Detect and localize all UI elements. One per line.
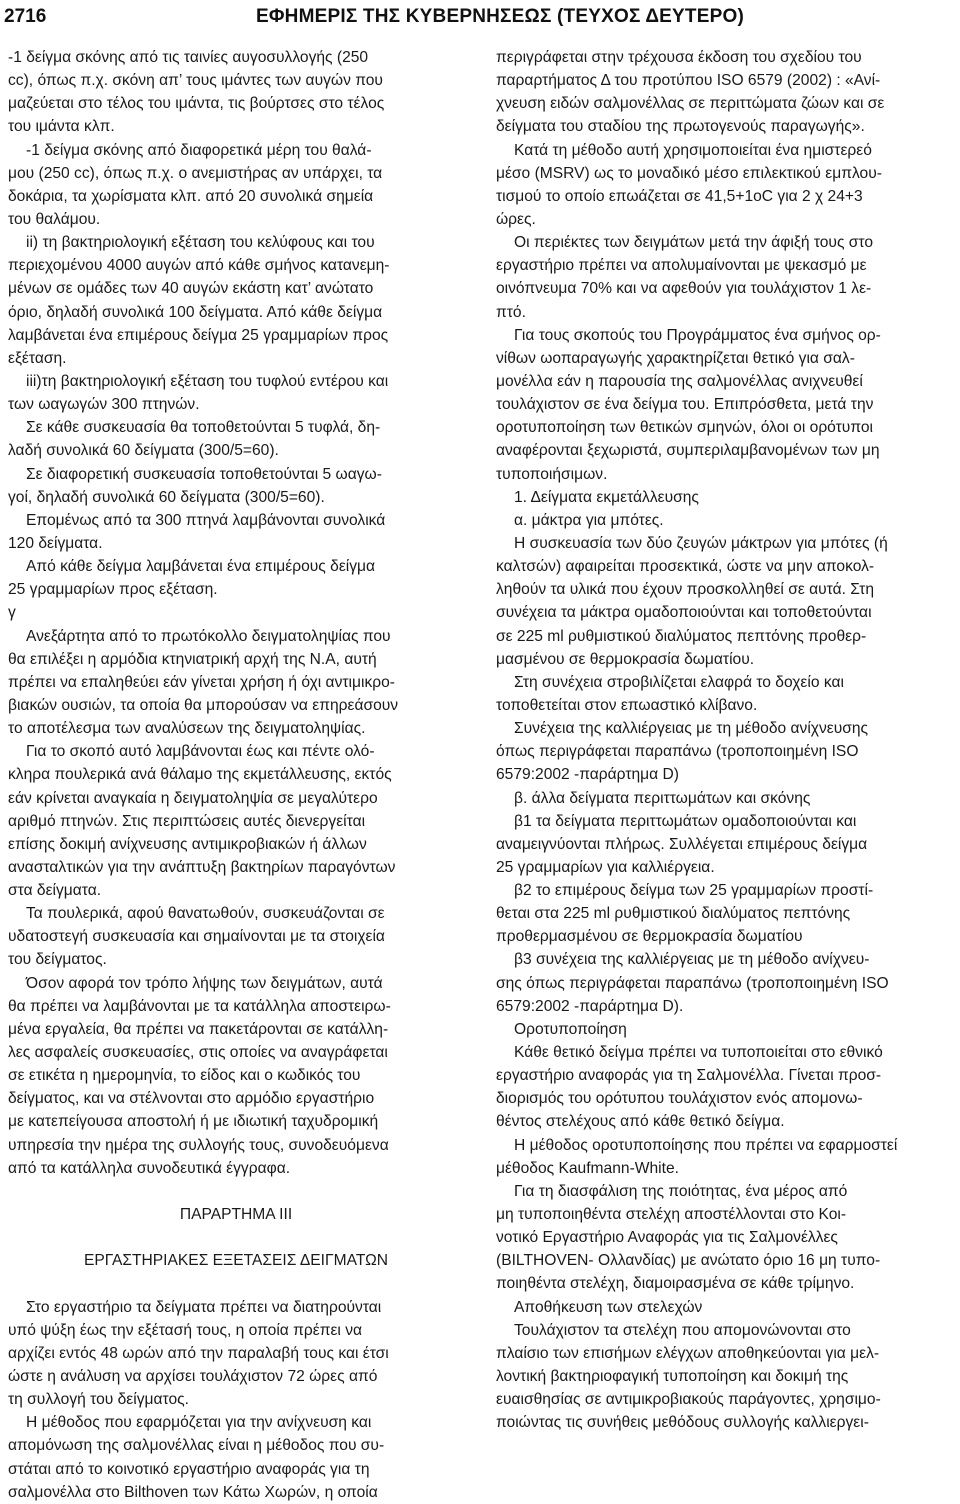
text-line: περιγράφεται στην τρέχουσα έκδοση του σχεδίου του: [496, 49, 862, 66]
text-line: του δείγματος.: [8, 951, 107, 969]
text-line: πρέπει να επαληθεύει εάν γίνεται χρήση ή όχι αντιμικρο-: [8, 673, 395, 691]
text-line: Σε κάθε συσκευασία θα τοποθετούνται 5 τυφλά, δη-: [26, 419, 381, 437]
text-line: λοντική βακτηριοφαγική τυποποίηση και δοκιμή της: [496, 1368, 849, 1386]
text-line: παραρτήματος Δ του προτύπου ISO 6579 (2002) : «Ανί-: [496, 72, 881, 90]
text-line: θα επιλέξει η αρμόδια κτηνιατρική αρχή της Ν.Α, αυτή: [8, 650, 377, 668]
text-line: εξέταση.: [8, 349, 67, 367]
text-line: θέντος στελέχους από κάθε θετικό δείγμα.: [496, 1113, 785, 1131]
text-line: θα πρέπει να λαμβάνονται με τα κατάλληλα αποστειρω-: [8, 997, 391, 1015]
text-line: στα δείγματα.: [8, 882, 102, 900]
text-line: γ: [8, 604, 16, 622]
text-line: βιακών ουσιών, τα οποία θα μπορούσαν να επηρεάσουν: [8, 696, 399, 714]
blank-line: [8, 1272, 464, 1295]
text-line: περιεχομένου 4000 αυγών από κάθε σμήνος κατανεμη-: [8, 257, 390, 275]
text-line: σε ετικέτα η ημερομηνία, το είδος και ο κωδικός του: [8, 1067, 361, 1085]
text-line: iii)τη βακτηριολογική εξέταση του τυφλού εντέρου και: [26, 372, 389, 390]
text-line: Επομένως από τα 300 πτηνά λαμβάνονται συνολικά: [26, 511, 386, 529]
text-line: 120 δείγματα.: [8, 534, 103, 552]
text-line: β. άλλα δείγματα περιττωμάτων και σκόνης: [514, 789, 811, 807]
text-line: 1. Δείγματα εκμετάλλευσης: [514, 488, 699, 506]
text-line: 6579:2002 -παράρτημα D).: [496, 997, 684, 1015]
text-line: νίθων ωοπαραγωγής χαρακτηρίζεται θετικό για σαλ-: [496, 349, 855, 367]
text-line: Σε διαφορετική συσκευασία τοποθετούνται 5 ωαγω-: [26, 465, 382, 483]
text-line: Η μέθοδος που εφαρμόζεται για την ανίχνευση και: [26, 1414, 372, 1432]
text-line: 6579:2002 -παράρτημα D): [496, 766, 679, 784]
text-line: ανασταλτικών για την ανάπτυξη βακτηρίων παραγόντων: [8, 858, 396, 876]
blank-line: [8, 1226, 464, 1249]
text-line: από τα κατάλληλα συνοδευτικά έγγραφα.: [8, 1159, 291, 1177]
text-line: τοποθετείται στον επωαστικό κλίβανο.: [496, 696, 758, 714]
text-line: χνευση ειδών σαλμονέλλας σε περιττώματα ζώων και σε: [496, 95, 885, 113]
text-line: Όσον αφορά τον τρόπο λήψης των δειγμάτων, αυτά: [26, 974, 383, 992]
text-line: 25 γραμμαρίων προς εξέταση.: [8, 581, 218, 599]
text-line: συνέχεια τα μάκτρα ομαδοποιούνται και τοποθετούνται: [496, 604, 872, 622]
text-line: λαμβάνεται ένα επιμέρους δείγμα 25 γραμμαρίων προς: [8, 326, 389, 344]
text-line: Στη συνέχεια στροβιλίζεται ελαφρά το δοχείο και: [514, 673, 844, 691]
text-line: (BILTHOVEN- Ολλανδίας) με ανώτατο όριο 16 μη τυπο-: [496, 1252, 881, 1270]
text-line: αρχίζει εντός 48 ωρών από την παραλαβή τους και έτσι: [8, 1344, 389, 1362]
text-line: όπως περιγράφεται παραπάνω (τροποποιημένη ISO: [496, 743, 859, 761]
text-line: τουλάχιστον σε ένα δείγμα του. Επιπρόσθετα, μετά την: [496, 396, 874, 414]
text-line: μαζεύεται στο τέλος του ιμάντα, τις βούρτσες στο τέλος: [8, 95, 385, 113]
text-line: μέσο (MSRV) ως το μοναδικό μέσο επιλεκτικού εμπλου-: [496, 164, 882, 182]
text-line: των ωαγωγών 300 πτηνών.: [8, 396, 200, 414]
text-line: πλαίσιο των επισήμων ελέγχων αποθηκεύονται για μελ-: [496, 1344, 880, 1362]
text-line: δοκάρια, τα χωρίσματα κλπ. από 20 συνολικά σημεία: [8, 187, 374, 205]
text-line: ΠΑΡΑΡΤΗΜΑ III: [179, 1206, 293, 1224]
text-line: Συνέχεια της καλλιέργειας με τη μέθοδο ανίχνευσης: [514, 720, 869, 738]
text-line: εργαστήριο πρέπει να απολυμαίνονται με ψεκασμό με: [496, 257, 867, 275]
text-line: ποιηθέντα στελέχη, διαμοιρασμένα σε κάθε τρίμηνο.: [496, 1275, 855, 1293]
text-line: ευαισθησίας σε αντιμικροβιακούς παράγοντες, χρησιμο-: [496, 1391, 881, 1409]
text-line: καλτσών) αφαιρείται προσεκτικά, ώστε να μην αποκολ-: [496, 558, 875, 576]
text-line: Κατά τη μέθοδο αυτή χρησιμοποιείται ένα ημιστερεό: [514, 141, 872, 159]
text-line: οροτυποποίηση των θετικών σμηνών, όλοι οι ορότυποι: [496, 419, 873, 437]
blank-line: [8, 1180, 464, 1203]
text-line: θεται στα 225 ml ρυθμιστικού διαλύματος πεπτόνης: [496, 905, 851, 923]
text-line: υπηρεσία την ημέρα της συλλογής τους, συνοδευόμενα: [8, 1136, 389, 1154]
text-line: 25 γραμμαρίων για καλλιέργεια.: [496, 858, 715, 876]
text-line: διορισμός του ορότυπου τουλάχιστον ενός απομονω-: [496, 1090, 863, 1108]
text-line: αριθμό πτηνών. Στις περιπτώσεις αυτές διενεργείται: [8, 812, 366, 830]
text-line: -1 δείγμα σκόνης από διαφορετικά μέρη του θαλά-: [26, 141, 372, 159]
text-line: Κάθε θετικό δείγμα πρέπει να τυποποιείται στο εθνικό: [514, 1044, 883, 1062]
text-line: μονέλλα εάν η παρουσία της σαλμονέλλας ανιχνευθεί: [496, 372, 863, 390]
text-line: αναφέρονται ξεχωριστά, συμπεριλαμβανομένων των μη: [496, 442, 880, 460]
text-line: Τα πουλερικά, αφού θανατωθούν, συσκευάζονται σε: [26, 905, 385, 923]
text-line: εάν κρίνεται αναγκαία η δειγματοληψία σε μεγαλύτερο: [8, 789, 378, 807]
text-line: β3 συνέχεια της καλλιέργειας με τη μέθοδο ανίχνευ-: [514, 951, 870, 969]
text-line: μου (250 cc), όπως π.χ. ο ανεμιστήρας αν υπάρχει, τα: [8, 164, 383, 182]
text-line: δείγματα του σταδίου της πρωτογενούς παραγωγής».: [496, 118, 865, 136]
text-line: Τουλάχιστον τα στελέχη που απομονώνονται στο: [514, 1321, 851, 1339]
text-line: ώρες.: [496, 210, 536, 228]
text-line: Για τους σκοπούς του Προγράμματος ένα σμήνος ορ-: [514, 326, 881, 344]
text-line: Οροτυποποίηση: [514, 1020, 627, 1038]
text-line: οινόπνευμα 70% και να αφεθούν για τουλάχιστον 1 λε-: [496, 280, 872, 298]
text-line: Στο εργαστήριο τα δείγματα πρέπει να διατηρούνται: [26, 1298, 382, 1316]
text-line: cc), όπως π.χ. σκόνη απ’ τους ιμάντες των αυγών που: [8, 72, 383, 90]
left-column: [8, 46, 464, 1504]
text-line: Για τη διασφάλιση της ποιότητας, ένα μέρος από: [514, 1182, 848, 1200]
text-line: -1 δείγμα σκόνης από τις ταινίες αυγοσυλλογής (250: [8, 49, 369, 66]
text-line: όριο, δηλαδή συνολικά 100 δείγματα. Από κάθε δείγμα: [8, 303, 383, 321]
text-line: ληθούν τα υλικά που έχουν προσκολληθεί σε αυτά. Στη: [496, 581, 875, 599]
text-line: του θαλάμου.: [8, 210, 101, 228]
text-line: Από κάθε δείγμα λαμβάνεται ένα επιμέρους δείγμα: [26, 558, 376, 576]
text-line: γοί, δηλαδή συνολικά 60 δείγματα (300/5=60).: [8, 488, 325, 506]
text-line: απομόνωση της σαλμονέλλας είναι η μέθοδος που συ-: [8, 1437, 385, 1455]
page-number: 2716: [4, 6, 47, 27]
text-line: προθερμασμένου σε θερμοκρασία δωματίου: [496, 928, 803, 946]
text-line: α. μάκτρα για μπότες.: [514, 511, 664, 529]
text-line: αναμειγνύονται πλήρως. Συλλέγεται επιμέρους δείγμα: [496, 835, 868, 853]
text-line: μένων σε ομάδες των 40 αυγών εκάστη κατ’ ανώτατο: [8, 280, 374, 298]
text-line: στάται από το κοινοτικό εργαστήριο αναφοράς για τη: [8, 1460, 370, 1478]
text-line: ποιώντας τις συνήθεις μεθόδους συλλογής καλλιεργει-: [496, 1414, 869, 1432]
text-line: σης όπως περιγράφεται παραπάνω (τροποποιημένη ISO: [496, 974, 889, 992]
text-line: Αποθήκευση των στελεχών: [514, 1298, 703, 1316]
text-line: Ανεξάρτητα από το πρωτόκολλο δειγματοληψίας που: [26, 627, 391, 645]
text-line: β2 το επιμέρους δείγμα των 25 γραμμαρίων προστί-: [514, 882, 874, 900]
text-line: πτό.: [496, 303, 526, 321]
text-line: με κατεπείγουσα αποστολή ή με ιδιωτική ταχυδρομική: [8, 1113, 379, 1131]
text-line: σε 225 ml ρυθμιστικού διαλύματος πεπτόνης προθερ-: [496, 627, 867, 645]
page-header: [0, 0, 960, 40]
text-line: κληρα πουλερικά ανά θάλαμο της εκμετάλλευσης, εκτός: [8, 766, 392, 784]
text-line: τη συλλογή του δείγματος.: [8, 1391, 189, 1409]
text-line: λαδή συνολικά 60 δείγματα (300/5=60).: [8, 442, 279, 460]
text-line: τυποποιήσιμων.: [496, 465, 608, 483]
text-line: μένα εργαλεία, θα πρέπει να πακετάρονται σε κατάλλη-: [8, 1020, 389, 1038]
text-line: μη τυποποιηθέντα στελέχη αποστέλλονται στο Κοι-: [496, 1206, 847, 1224]
text-line: δείγματος, και να στέλνονται στο αρμόδιο εργαστήριο: [8, 1090, 375, 1108]
text-line: νοτικό Εργαστήριο Αναφοράς για τις Σαλμονέλλες: [496, 1229, 838, 1247]
text-line: υπό ψύξη έως την εξέτασή τους, η οποία πρέπει να: [8, 1321, 363, 1339]
text-line: σαλμονέλλα στο Bilthoven των Κάτω Χωρών, η οποία: [8, 1483, 378, 1501]
text-line: λες ασφαλείς συσκευασίες, στις οποίες να αναγράφεται: [8, 1044, 388, 1062]
journal-title: ΕΦΗΜΕΡΙΣ ΤΗΣ ΚΥΒΕΡΝΗΣΕΩΣ (ΤΕΥΧΟΣ ΔΕΥΤΕΡΟ): [256, 6, 744, 27]
text-line: Η μέθοδος οροτυποποίησης που πρέπει να εφαρμοστεί: [514, 1136, 898, 1154]
text-line: ώστε η ανάλυση να αρχίσει τουλάχιστον 72 ώρες από: [8, 1368, 378, 1386]
text-line: μέθοδος Kaufmann-White.: [496, 1159, 679, 1177]
text-line: β1 τα δείγματα περιττωμάτων ομαδοποιούνται και: [514, 812, 857, 830]
text-line: του ιμάντα κλπ.: [8, 118, 115, 136]
text-line: ii) τη βακτηριολογική εξέταση του κελύφους και του: [26, 234, 375, 252]
text-line: ΕΡΓΑΣΤΗΡΙΑΚΕΣ ΕΞΕΤΑΣΕΙΣ ΔΕΙΓΜΑΤΩΝ: [83, 1252, 388, 1270]
text-line: εργαστήριο αναφοράς για τη Σαλμονέλλα. Γίνεται προσ-: [496, 1067, 882, 1085]
text-line: υδατοστεγή συσκευασία και σημαίνονται με τα στοιχεία: [8, 928, 385, 946]
text-line: Για το σκοπό αυτό λαμβάνονται έως και πέντε ολό-: [26, 743, 375, 761]
text-line: τισμού το οποίο επωάζεται σε 41,5+1οC για 2 χ 24+3: [496, 187, 863, 205]
text-line: το αποτέλεσμα των αναλύσεων της δειγματοληψίας.: [8, 720, 366, 738]
right-column: [496, 46, 952, 1434]
text-line: επίσης δοκιμή ανίχνευσης αντιμικροβιακών ή άλλων: [8, 835, 367, 853]
text-line: Η συσκευασία των δύο ζευγών μάκτρων για μπότες (ή: [514, 534, 888, 552]
text-line: μασμένου σε θερμοκρασία δωματίου.: [496, 650, 755, 668]
text-line: Οι περιέκτες των δειγμάτων μετά την άφιξή τους στο: [514, 234, 874, 252]
